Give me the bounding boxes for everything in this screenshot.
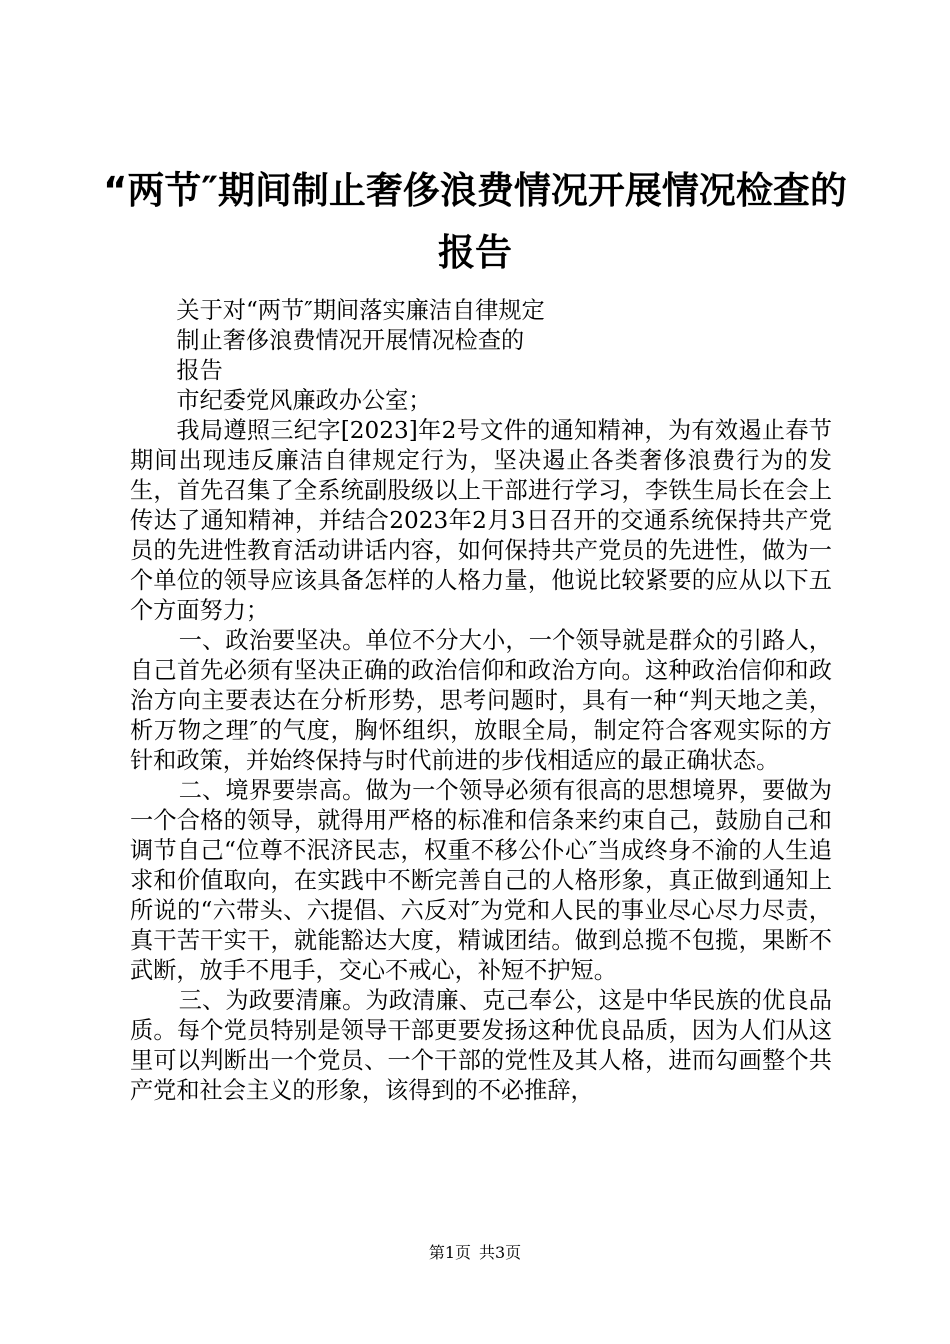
document-body [130,296,832,1106]
paragraph-realm: 二、境界要崇高。做为一个领导必须有很高的思想境界，要做为一个合格的领导，就得用严格的标准和信条来约束自己，鼓励自己和调节自己“位尊不泯济民志，权重不移公仆心″当成终身不渝的人生追求和价值取向，在实践中不断完善自己的人格形象，真正做到通知上所说的“六带头、六提倡、六反对″为党和人民的事业尽心尽力尽责，真干苦干实干，就能豁达大度，精诚团结。做到总揽不包揽，果断不武断，放手不甩手，交心不戒心，补短不护短。 [130,777,832,984]
page-number: 第1页 [428,1243,471,1262]
page-footer [0,1243,950,1263]
paragraph-politics: 一、政治要坚决。单位不分大小，一个领导就是群众的引路人，自己首先必须有坚决正确的政治信仰和政治方向。这种政治信仰和政治方向主要表达在分析形势，思考问题时，具有一种“判天地之美，析万物之理″的气度，胸怀组织，放眼全局，制定符合客观实际的方针和政策，并始终保持与时代前进的步伐相适应的最正确状态。 [130,627,832,774]
paragraph-intro: 我局遵照三纪字[2023]年2号文件的通知精神，为有效遏止春节期间出现违反廉洁自律规定行为，坚决遏止各类奢侈浪费行为的发生，首先召集了全系统副股级以上干部进行学习，李铁生局长在会上传达了通知精神，并结合2023年2月3日召开的交通系统保持共产党员的先进性教育活动讲话内容，如何保持共产党员的先进性，做为一个单位的领导应该具备怎样的人格力量，他说比较紧要的应从以下五个方面努力； [130,417,832,624]
subtitle-line: 关于对“两节″期间落实廉洁自律规定 [176,297,545,324]
page-total: 共3页 [479,1243,522,1262]
document-title: “两节″期间制止奢侈浪费情况开展情况检查的报告 [103,169,847,274]
subtitle-line: 制止奢侈浪费情况开展情况检查的 [176,327,525,354]
addressee: 市纪委党风廉政办公室； [176,387,432,414]
subtitle-line: 报告 [176,357,223,384]
paragraph-integrity: 三、为政要清廉。为政清廉、克己奉公，这是中华民族的优良品质。每个党员特别是领导干部更要发扬这种优良品质，因为人们从这里可以判断出一个党员、一个干部的党性及其人格，进而勾画整个共产党和社会主义的形象，该得到的不必推辞， [130,987,832,1104]
